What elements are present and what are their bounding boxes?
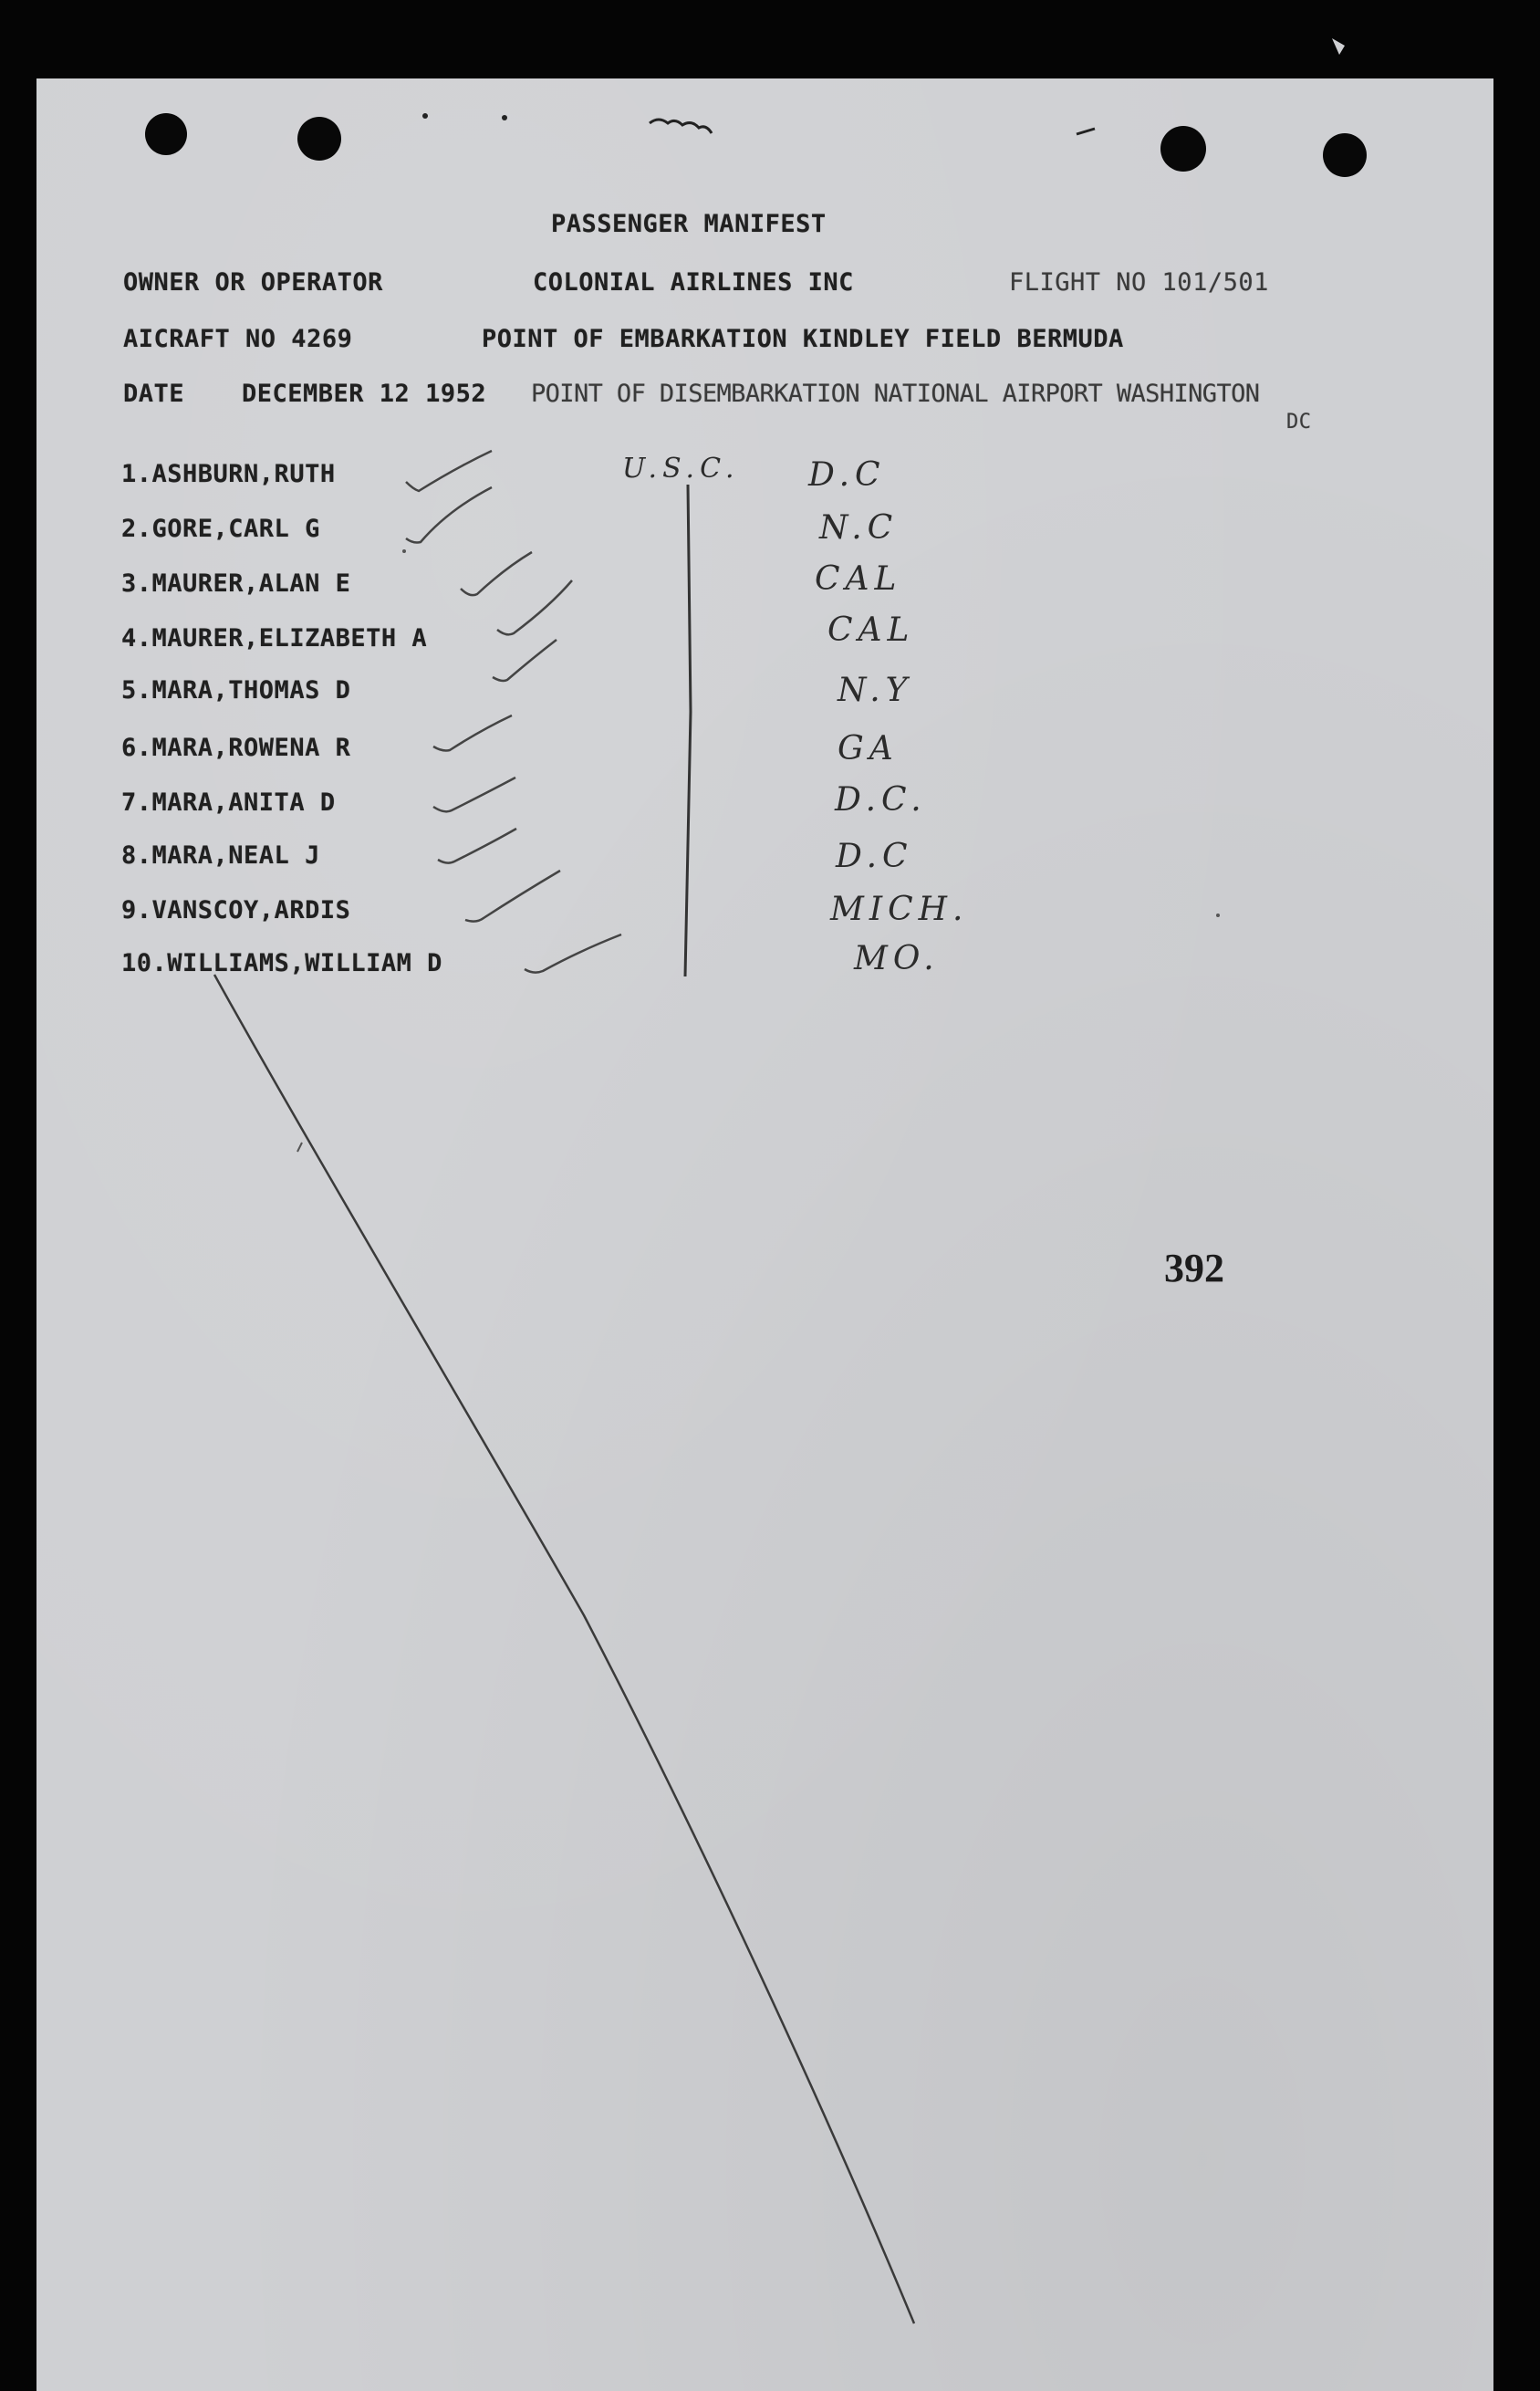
passenger-state: MICH. xyxy=(830,891,969,928)
passenger-number: 5. xyxy=(121,676,152,705)
passenger-state: CAL xyxy=(827,611,915,649)
passenger-name: MARA,ANITA D xyxy=(151,788,336,817)
disembarkation-continuation: DC xyxy=(1286,411,1312,433)
disembarkation-label: POINT OF DISEMBARKATION NATIONAL AIRPORT WASHINGTON xyxy=(531,380,1260,408)
passenger-state: D.C. xyxy=(835,781,927,819)
passenger-row xyxy=(121,515,320,543)
passenger-state: D.C xyxy=(808,456,886,494)
passenger-state: N.C xyxy=(819,509,899,547)
citizenship-note: U.S.C. xyxy=(622,453,740,485)
page-number: 392 xyxy=(1164,1246,1224,1290)
passenger-state: GA xyxy=(838,730,899,767)
passenger-name: WILLIAMS,WILLIAM D xyxy=(167,949,442,977)
passenger-number: 2. xyxy=(121,515,152,543)
passenger-name: MARA,NEAL J xyxy=(151,841,320,870)
passenger-number: 3. xyxy=(121,569,152,598)
passenger-number: 7. xyxy=(121,788,152,817)
passenger-name: MARA,THOMAS D xyxy=(151,676,351,705)
owner-value: COLONIAL AIRLINES INC xyxy=(533,268,854,297)
flight-label: FLIGHT NO 101/501 xyxy=(1009,268,1269,297)
passenger-number: 4. xyxy=(121,624,152,653)
passenger-number: 10. xyxy=(121,949,168,977)
passenger-row xyxy=(121,788,336,817)
passenger-row xyxy=(121,676,350,705)
manifest-paper xyxy=(36,78,1493,2391)
owner-label: OWNER OR OPERATOR xyxy=(123,268,383,297)
passenger-name: GORE,CARL G xyxy=(151,515,320,543)
passenger-name: ASHBURN,RUTH xyxy=(151,460,336,488)
passenger-number: 8. xyxy=(121,841,152,870)
passenger-name: VANSCOY,ARDIS xyxy=(151,896,351,924)
passenger-row xyxy=(121,841,320,870)
passenger-state: MO. xyxy=(854,940,940,977)
date-value: DECEMBER 12 1952 xyxy=(242,380,487,408)
passenger-number: 6. xyxy=(121,734,152,762)
passenger-row xyxy=(121,949,442,977)
manifest-title: PASSENGER MANIFEST xyxy=(551,210,827,238)
passenger-name: MAURER,ELIZABETH A xyxy=(151,624,428,653)
date-label: DATE xyxy=(123,380,185,408)
corner-mark xyxy=(1332,38,1345,55)
passenger-number: 9. xyxy=(121,896,152,924)
passenger-state: CAL xyxy=(815,560,902,598)
passenger-name: MARA,ROWENA R xyxy=(151,734,351,762)
embarkation-label: POINT OF EMBARKATION KINDLEY FIELD BERMUDA xyxy=(482,325,1124,353)
aircraft-label: AICRAFT NO 4269 xyxy=(123,325,353,353)
passenger-state: N.Y xyxy=(838,672,913,709)
passenger-row xyxy=(121,896,350,924)
passenger-row xyxy=(121,624,427,653)
passenger-number: 1. xyxy=(121,460,152,488)
passenger-row xyxy=(121,460,336,488)
passenger-row xyxy=(121,734,350,762)
passenger-state: D.C xyxy=(836,838,913,875)
passenger-row xyxy=(121,569,350,598)
passenger-name: MAURER,ALAN E xyxy=(151,569,351,598)
